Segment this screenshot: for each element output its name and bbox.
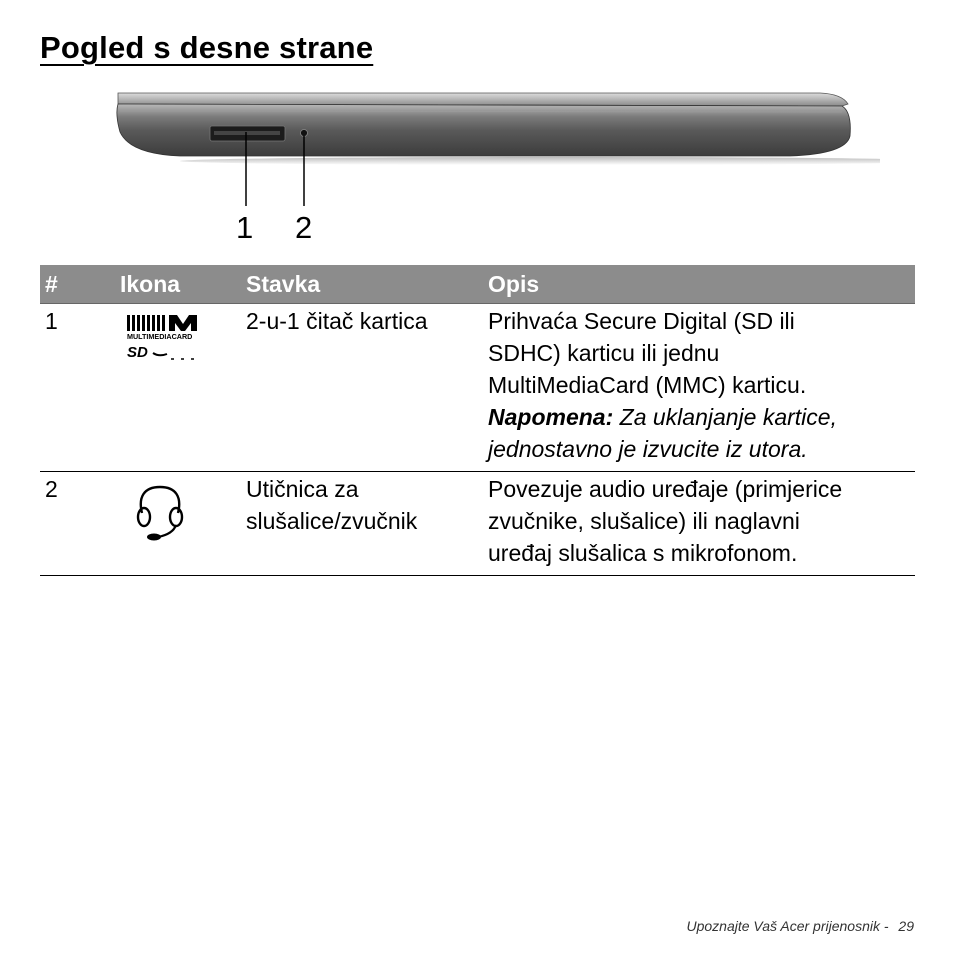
row-num: 1 — [45, 308, 58, 334]
row-item: 2-u-1 čitač kartica — [246, 308, 428, 334]
header-icon: Ikona — [120, 270, 181, 297]
page-footer — [686, 918, 914, 934]
item-line: Utičnica za — [246, 476, 359, 502]
desc-line: Prihvaća Secure Digital (SD ili — [488, 308, 795, 334]
header-desc: Opis — [488, 270, 540, 297]
table-row — [40, 472, 915, 576]
header-item: Stavka — [246, 270, 321, 297]
item-line: slušalice/zvučnik — [246, 508, 418, 534]
ports-table — [40, 265, 915, 576]
desc-line: MultiMediaCard (MMC) karticu. — [488, 372, 807, 398]
table-header — [40, 265, 915, 304]
icon-mmc-text: MULTIMEDIACARD — [127, 332, 193, 341]
note-text-continued: jednostavno je izvucite iz utora. — [488, 436, 808, 462]
icon-sd-text: SD — [127, 344, 148, 361]
row-num: 2 — [45, 476, 58, 502]
page-number: 29 — [898, 918, 914, 934]
row-desc — [488, 305, 915, 471]
note-text: Za uklanjanje kartice, — [619, 404, 837, 430]
footer-text: Upoznajte Vaš Acer prijenosnik - — [686, 918, 889, 934]
headset-icon — [120, 473, 246, 575]
desc-line: uređaj slušalica s mikrofonom. — [488, 540, 798, 566]
desc-line: SDHC) karticu ili jednu — [488, 340, 720, 366]
desc-line: zvučnike, slušalice) ili naglavni — [488, 508, 800, 534]
row-desc — [488, 473, 915, 575]
callout-1: 1 — [236, 210, 254, 245]
table-row — [40, 304, 915, 472]
multimediacard-sd-icon — [120, 305, 246, 471]
callout-2: 2 — [295, 210, 313, 245]
note-line — [488, 401, 915, 433]
row-item — [246, 473, 488, 575]
header-num: # — [45, 270, 58, 297]
page-title: Pogled s desne strane — [40, 30, 374, 65]
desc-line: Povezuje audio uređaje (primjerice — [488, 476, 843, 502]
laptop-right-side-image — [90, 84, 880, 254]
note-label: Napomena: — [488, 404, 614, 430]
